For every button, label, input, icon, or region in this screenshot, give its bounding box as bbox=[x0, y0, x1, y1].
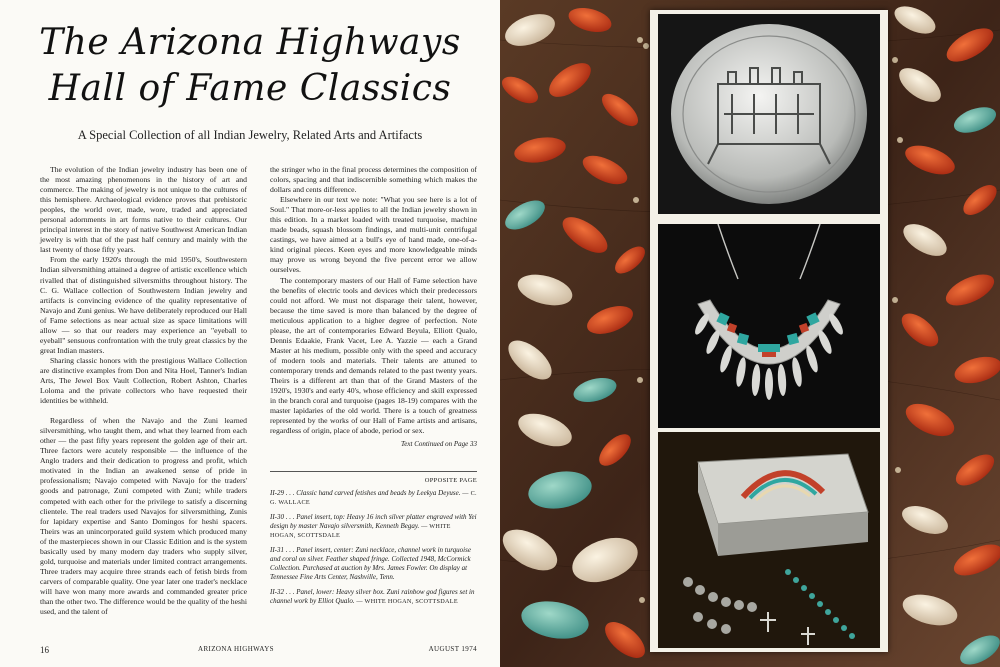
caption-text: II-29 . . . Classic hand carved fetishes and beads by Leekya Deyuse. bbox=[270, 489, 461, 497]
caption bbox=[270, 513, 477, 540]
paragraph: The evolution of the Indian jewelry industry has been one of the most amazing phenomenons in the history of art and commerce. The making of jewelry is not unique to the cultures of this hemisphere. Archaeological evidence proves that prehistoric peoples, the world over, made, wore, traded and appreciated personal adornments in art forms native to their cultures. Our principal interest in the story of native Southwest American Indian jewelry is with that of the past half century and mainly with the last twenty of those fifty years. bbox=[40, 165, 247, 255]
paragraph: From the early 1920's through the mid 1950's, Southwestern Indian silversmithing attained a degree of artistic excellence which rivalled that of distinguished silversmiths throughout history. The C. G. Wallace collection of Southwestern Indian jewelry and artifacts is convincing evidence of the quality representative of Navajo and Zuni genius. We have deliberately reproduced our Hall of Fame selections as near actual size as space limitations will allow — so that our readers may experience an "eyeball to eyeball" sensuous confrontation with the truly great classics by the great Indian masters. bbox=[40, 255, 247, 355]
silver-box-photo bbox=[658, 432, 880, 648]
title-line-1: The Arizona Highways bbox=[39, 22, 461, 63]
silver-platter-photo bbox=[658, 14, 880, 214]
text-column-left bbox=[40, 165, 247, 617]
caption-header: OPPOSITE PAGE bbox=[424, 477, 477, 484]
caption-text: II-32 . . . Panel, lower: Heavy silver box. Zuni rainbow god figures set in channel work by Elliot Qualo. bbox=[270, 588, 475, 605]
insert-panel bbox=[650, 10, 888, 652]
zuni-necklace-photo bbox=[658, 224, 880, 428]
subtitle: A Special Collection of all Indian Jewelry, Related Arts and Artifacts bbox=[77, 128, 423, 142]
title-line-2: Hall of Fame Classics bbox=[48, 68, 452, 109]
paragraph: The contemporary masters of our Hall of Fame selection have the benefits of electric tools and devices which their predecessors could not afford. We must not disparage their talent, however, because the time saved is more than balanced by the degree of meticulous application to a higher degree of perfection. Note please, the art of contemporaries Edward Beyula, Elliott Qualo, Dennis Edaakie, Frank Vacet, Lee A. Yazzie — each a Grand Master at his medium, possible only with the speed and accuracy of modern tools and materials. Their talents are attuned to contemporary trends and demands related to the past twenty years. Theirs is a different art than that of the Grand Masters of the 1920's, 1930's and early 40's, whose efficiency and skill expressed in the branch coral and turquoise (pages 18-19) compares with the master lapidaries of the old world. There is a touch of greatness represented by the works of our Hall of Fame artists and artisans, regardless of origin, place of abode, period or sex. bbox=[270, 275, 477, 436]
caption-text: II-31 . . . Panel insert, center: Zuni necklace, channel work in turquoise and coral on silver. Feather shaped fringe. Collected 1948, McCormick Collection. Purchased at auction by Mrs. James Fowler. On display at Tennessee Fine Arts Center, Nashville, Tenn. bbox=[270, 546, 471, 581]
caption-credit: — WHITE HOGAN, SCOTTSDALE bbox=[270, 523, 451, 539]
caption-credit: — WHITE HOGAN, SCOTTSDALE bbox=[356, 598, 458, 605]
continued-note: Text Continued on Page 33 bbox=[401, 440, 477, 449]
paragraph: Sharing classic honors with the prestigious Wallace Collection are distinctive examples from Don and Nita Hoel, Tanner's Indian Arts, The Jewel Box Vault Collection, Robert Ashton, Charles Loloma and the private collectors who have requested their identities be withheld. bbox=[40, 355, 247, 406]
magazine-name: ARIZONA HIGHWAYS bbox=[198, 645, 274, 653]
caption-credit: — C. G. WALLACE bbox=[270, 490, 477, 506]
page-number: 16 bbox=[40, 645, 49, 655]
caption-block bbox=[270, 471, 477, 612]
caption bbox=[270, 489, 477, 507]
caption bbox=[270, 546, 477, 582]
text-column-right bbox=[270, 165, 477, 449]
photo-page bbox=[500, 0, 1000, 667]
caption bbox=[270, 588, 477, 606]
caption-text: II-30 . . . Panel insert, top: Heavy 16 inch silver platter engraved with Yei design by master Navajo silversmith, Kenneth Begay. bbox=[270, 513, 477, 530]
paragraph: Elsewhere in our text we note: "What you see here is a lot of Soul." That more-or-less applies to all the Indian jewelry shown in this edition. In a market loaded with treated turquoise, machine made beads, squash blossom findings, and multi-unit centrifugal castings, we have aimed at a bull's eye of hand made, one-of-a-kind original pieces. Keen eyes and more knowledgeable minds may prove us wrong beyond the five percent error we allow ourselves. bbox=[270, 195, 477, 275]
issue-date: AUGUST 1974 bbox=[428, 645, 477, 653]
paragraph: the stringer who in the final process determines the composition of colors, spacing and that indiscernible something which makes the dollars and cents difference. bbox=[270, 165, 477, 195]
paragraph: Regardless of when the Navajo and the Zuni learned silversmithing, who taught them, and what they learned from each other — the past fifty years represent the golden age of their art. Three factors were acutely responsible — the influence of the Anglo traders and their dedication to progress and profit, which motivated in the Indian an awakened sense of pride in professionalism; Navajo competed with Navajo for the traders' goods and patronage, Zuni competed with Zuni; while traders competed with each other for the privilege to satisfy a discerning clientele. The real traders used Navajos for silversmithing, Zunis for lapidary expertise and Santo Domingos for heshi spacers. Theirs was an unincorporated guild system which produced many of the masterpieces shown in our Classic Edition and is the system basically used by many modern day traders who supply silver, gold, turquoise and materials under limited contract arrangements. Three traders may acquire three strands each of fetish birds from carvers of comparable quality. One year later one trader's necklace will have won many more awards and commanded greater price than the other two. The difference would be the quality of the heshi used, and the talent of bbox=[40, 416, 248, 617]
